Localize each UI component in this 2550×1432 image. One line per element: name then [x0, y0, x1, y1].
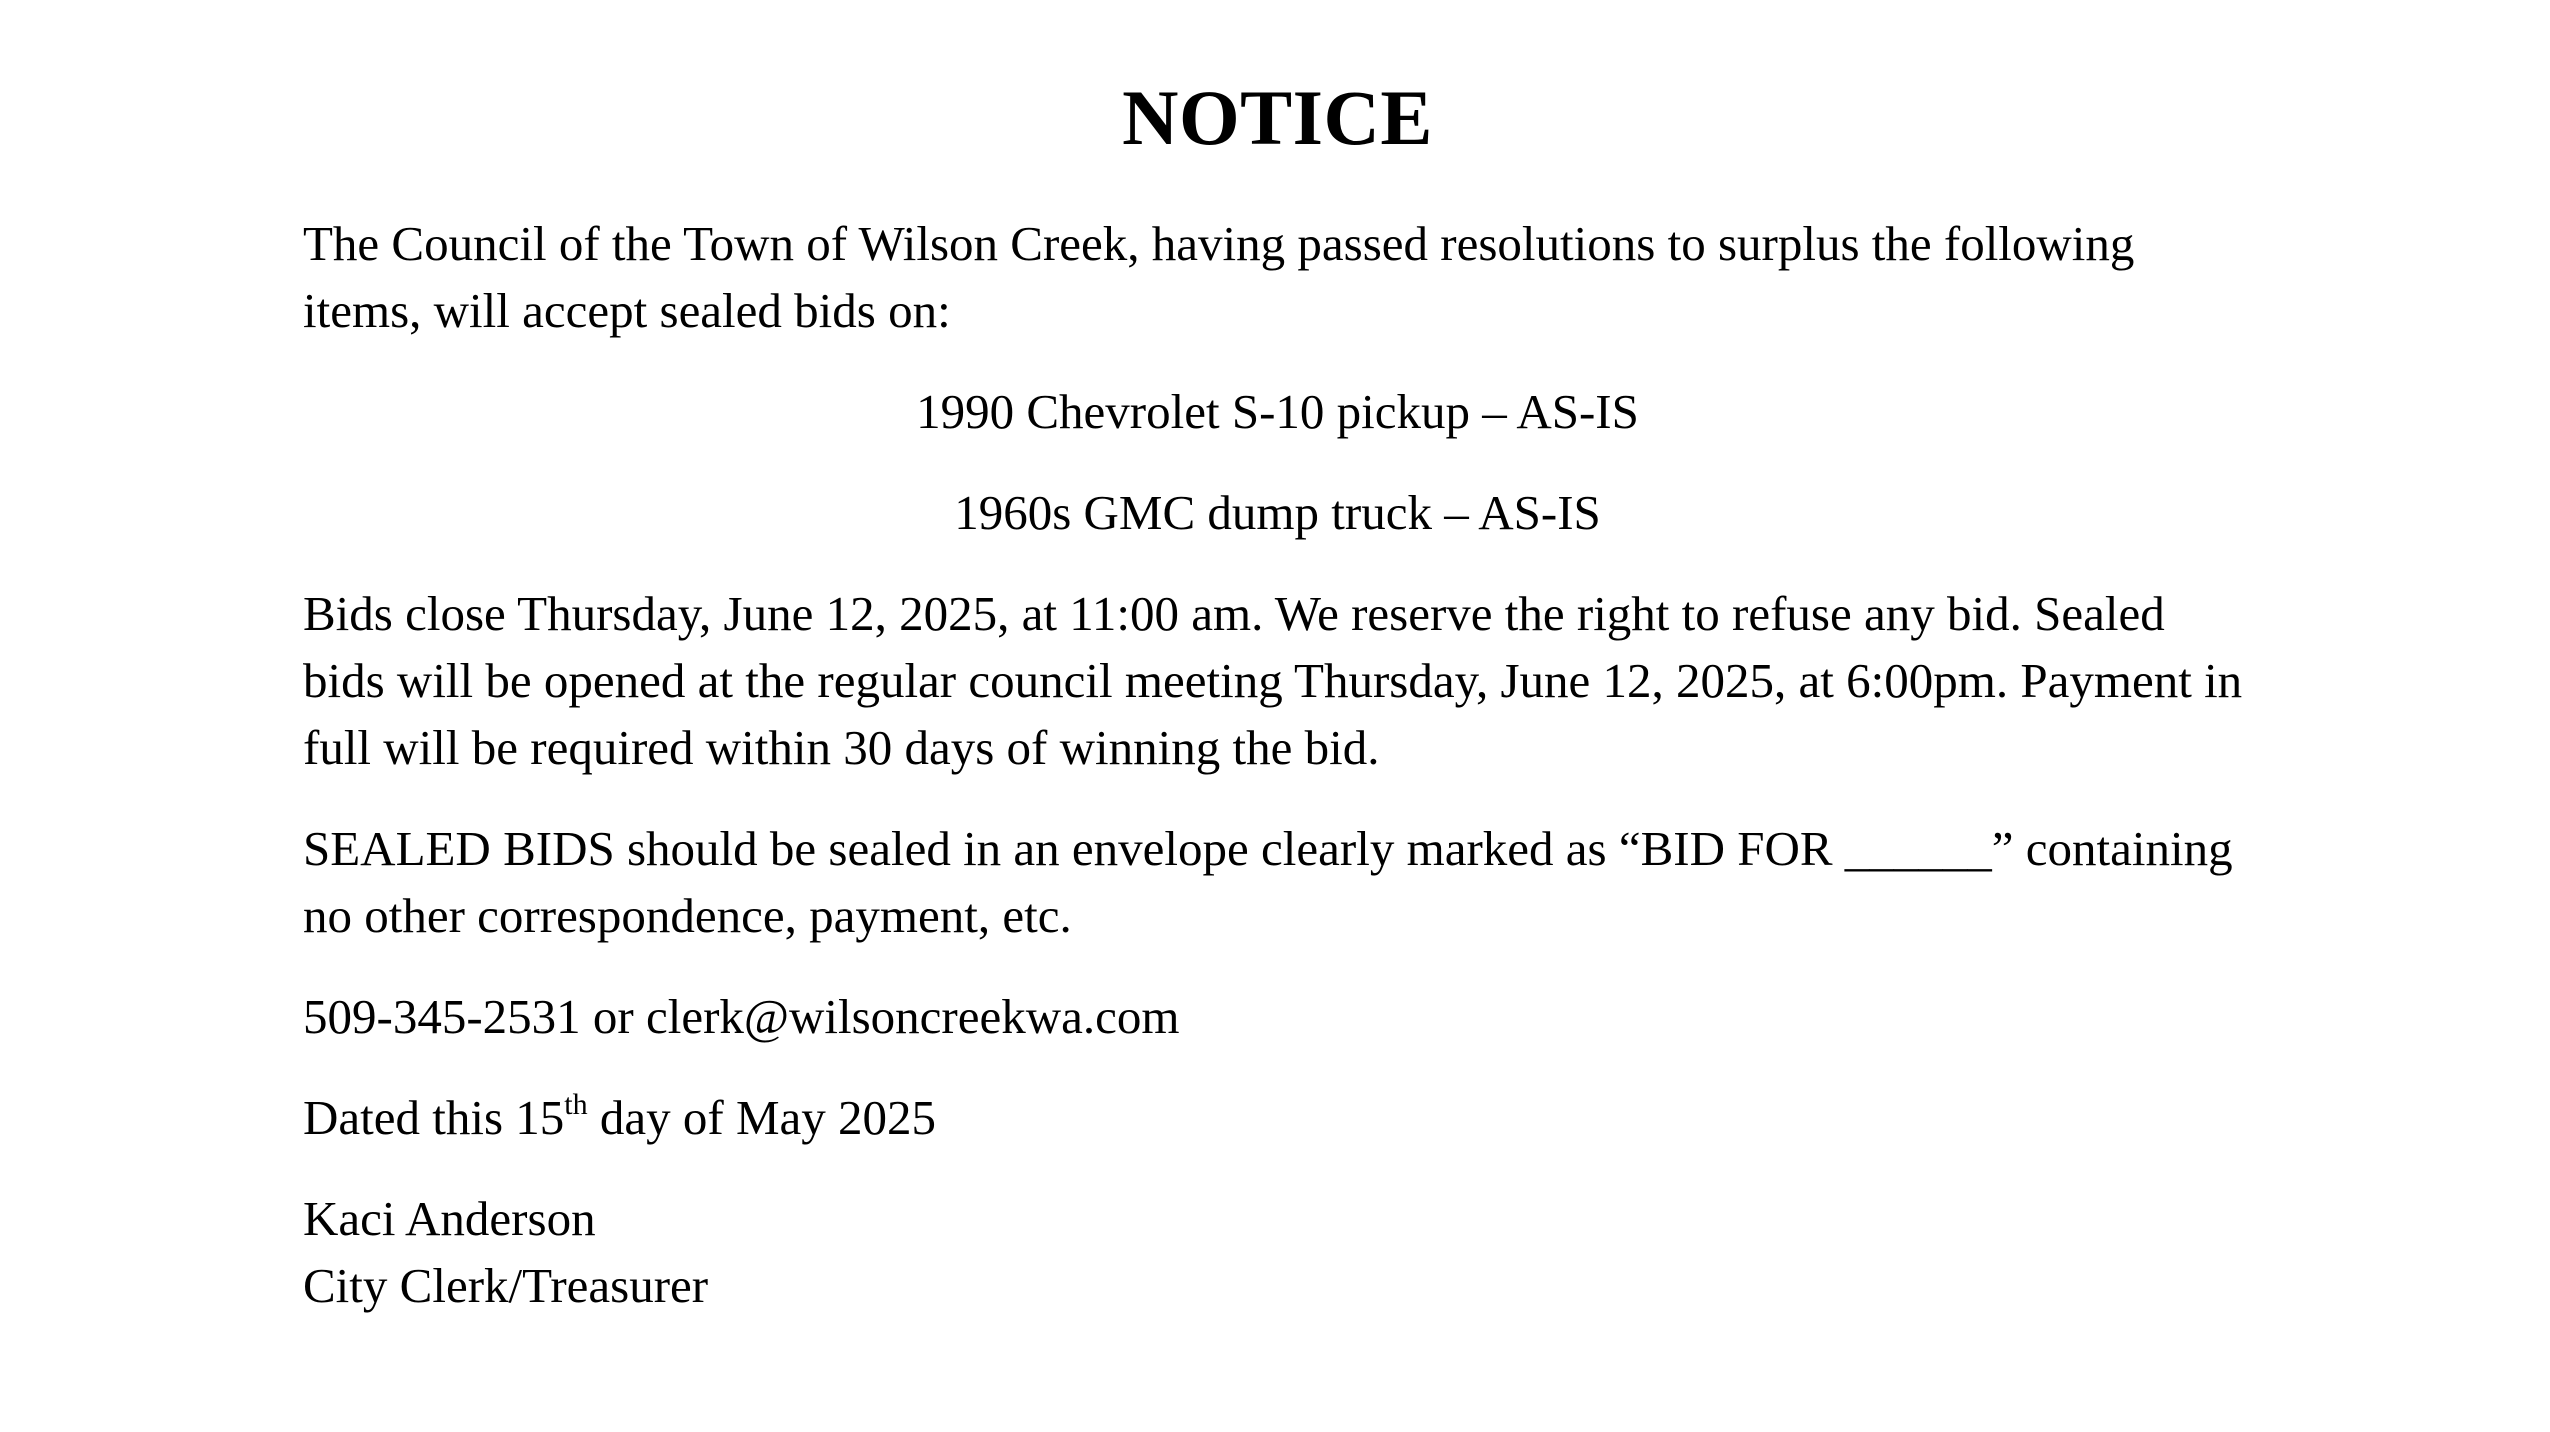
signer-name: Kaci Anderson	[303, 1191, 596, 1246]
surplus-item-chevrolet: 1990 Chevrolet S-10 pickup – AS-IS	[916, 384, 1639, 439]
dated-line	[303, 1084, 2252, 1151]
notice-title: NOTICE	[1122, 74, 1433, 161]
contact-info: 509-345-2531 or clerk@wilsoncreekwa.com	[303, 989, 1180, 1044]
dated-suffix: day of May 2025	[587, 1090, 937, 1145]
bid-terms-paragraph: Bids close Thursday, June 12, 2025, at 11:00 am. We reserve the right to refuse any bid. Sealed bids will be opened at the regular council meeting Thursday, June 12, 2025, at 6:00pm. Payment in full will be required within 30 days of winning the bid.	[303, 586, 2243, 775]
intro-paragraph: The Council of the Town of Wilson Creek, having passed resolutions to surplus the following items, will accept sealed bids on:	[303, 216, 2135, 338]
surplus-item-gmc: 1960s GMC dump truck – AS-IS	[954, 485, 1601, 540]
dated-prefix: Dated this 15	[303, 1090, 565, 1145]
signature-block	[303, 1185, 2252, 1319]
signer-role: City Clerk/Treasurer	[303, 1258, 709, 1313]
sealed-bid-instructions: SEALED BIDS should be sealed in an envelope clearly marked as “BID FOR ______” containing no other correspondence, payment, etc.	[303, 821, 2233, 943]
dated-superscript: th	[564, 1088, 588, 1121]
